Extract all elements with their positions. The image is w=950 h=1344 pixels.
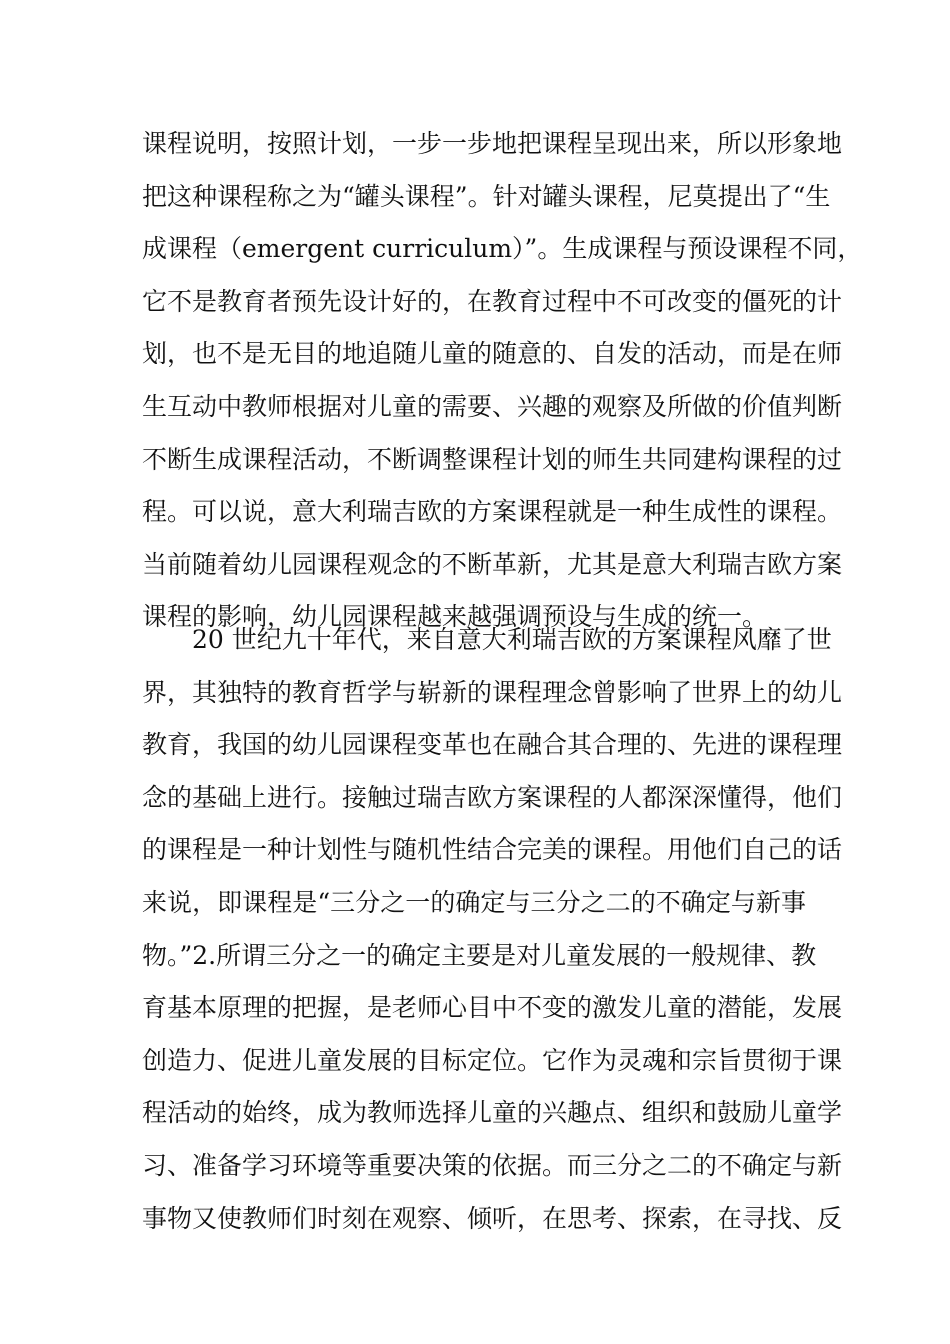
paragraph-line: 当前随着幼儿园课程观念的不断革新，尤其是意大利瑞吉欧方案 xyxy=(142,549,843,579)
paragraph-line: 把这种课程称之为“罐头课程”。针对罐头课程，尼莫提出了“生 xyxy=(142,181,831,211)
paragraph-line: 课程的影响，幼儿园课程越来越强调预设与生成的统一。 xyxy=(142,602,768,632)
paragraph-line: 它不是教育者预先设计好的，在教育过程中不可改变的僵死的计 xyxy=(142,286,843,316)
paragraph-1 xyxy=(142,118,863,644)
paragraph-line: 教育，我国的幼儿园课程变革也在融合其合理的、先进的课程理 xyxy=(142,730,843,760)
paragraph-line: 创造力、促进儿童发展的目标定位。它作为灵魂和宗旨贯彻于课 xyxy=(142,1045,843,1075)
paragraph-line: 事物又使教师们时刻在观察、倾听，在思考、探索，在寻找、反 xyxy=(142,1203,843,1233)
paragraph-line: 成课程（emergent curriculum）”。生成课程与预设课程不同， xyxy=(142,234,863,264)
paragraph-line: 20 世纪九十年代，来自意大利瑞吉欧的方案课程风靡了世 xyxy=(192,625,832,654)
paragraph-line: 课程说明，按照计划，一步一步地把课程呈现出来，所以形象地 xyxy=(142,129,843,158)
paragraph-2 xyxy=(142,614,843,1245)
paragraph-line: 习、准备学习环境等重要决策的依据。而三分之二的不确定与新 xyxy=(142,1150,843,1180)
paragraph-line: 程。可以说，意大利瑞吉欧的方案课程就是一种生成性的课程。 xyxy=(142,497,843,527)
paragraph-line: 划，也不是无目的地追随儿童的随意的、自发的活动，而是在师 xyxy=(142,339,843,369)
paragraph-line: 界，其独特的教育哲学与崭新的课程理念曾影响了世界上的幼儿 xyxy=(142,677,843,707)
paragraph-line: 育基本原理的把握，是老师心目中不变的激发儿童的潜能，发展 xyxy=(142,993,843,1023)
paragraph-line: 程活动的始终，成为教师选择儿童的兴趣点、组织和鼓励儿童学 xyxy=(142,1098,843,1128)
paragraph-line: 生互动中教师根据对儿童的需要、兴趣的观察及所做的价值判断 xyxy=(142,391,843,421)
paragraph-line: 物。”2.所谓三分之一的确定主要是对儿童发展的一般规律、教 xyxy=(142,940,817,970)
paragraph-line: 来说，即课程是“三分之一的确定与三分之二的不确定与新事 xyxy=(142,887,806,917)
paragraph-line: 的课程是一种计划性与随机性结合完美的课程。用他们自己的话 xyxy=(142,835,843,865)
paragraph-line: 不断生成课程活动，不断调整课程计划的师生共同建构课程的过 xyxy=(142,444,843,474)
paragraph-line: 念的基础上进行。接触过瑞吉欧方案课程的人都深深懂得，他们 xyxy=(142,782,843,812)
